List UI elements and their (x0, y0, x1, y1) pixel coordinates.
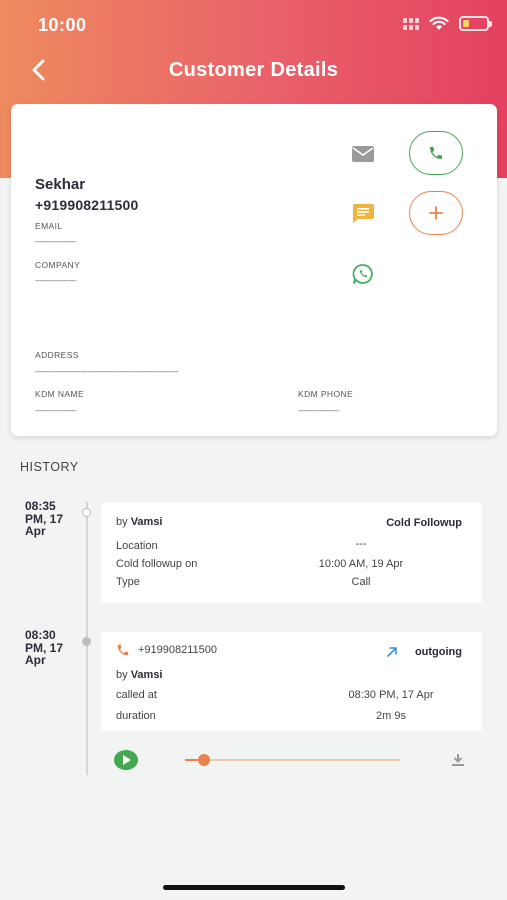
email-button[interactable] (349, 142, 377, 166)
call-direction: outgoing (414, 646, 462, 658)
address-label: ADDRESS (35, 350, 79, 360)
call-recording-player (101, 740, 482, 780)
row-label: Location (116, 540, 158, 552)
history-entry-time: 08:30 PM, 17 Apr (25, 628, 64, 667)
by-name: Vamsi (130, 516, 163, 528)
cellular-signal-icon (403, 18, 419, 30)
row-value: --- (355, 538, 367, 550)
call-button[interactable] (409, 131, 463, 175)
row-value: 08:30 PM, 17 Apr (348, 689, 434, 701)
wifi-icon (429, 16, 449, 31)
by-label: by (116, 516, 128, 528)
history-card-followup[interactable] (101, 503, 482, 603)
status-bar (0, 0, 507, 50)
seek-knob[interactable] (198, 754, 210, 766)
customer-name: Sekhar (35, 176, 86, 193)
customer-phone: +919908211500 (35, 197, 139, 213)
kdm-name-value: ------------------- (35, 406, 77, 415)
timeline-dot (82, 508, 91, 517)
add-button[interactable] (409, 191, 463, 235)
timeline-dot (82, 637, 91, 646)
kdm-phone-value: ------------------- (298, 406, 340, 415)
whatsapp-button[interactable] (349, 261, 377, 287)
battery-icon (459, 16, 489, 31)
seek-track[interactable] (185, 759, 400, 761)
whatsapp-icon (352, 263, 374, 285)
company-label: COMPANY (35, 260, 81, 270)
kdm-phone-label: KDM PHONE (298, 389, 354, 399)
nav-bar (0, 50, 507, 92)
page-title: Customer Details (168, 59, 339, 81)
company-value: ------------------- (35, 276, 77, 285)
status-icons (403, 16, 489, 31)
download-icon (452, 753, 464, 767)
by-name: Vamsi (130, 669, 163, 681)
row-label: Type (116, 576, 140, 588)
by-label: by (116, 669, 128, 681)
email-label: EMAIL (35, 221, 63, 231)
home-indicator (163, 885, 345, 890)
row-label: duration (116, 710, 156, 722)
download-button[interactable] (448, 750, 468, 770)
row-label: called at (116, 689, 157, 701)
status-time: 10:00 (38, 15, 87, 35)
kdm-name-label: KDM NAME (35, 389, 85, 399)
arrow-up-right-icon (386, 646, 398, 658)
play-button[interactable] (114, 750, 138, 770)
phone-icon (116, 643, 130, 657)
call-phone-number: +919908211500 (138, 644, 218, 656)
plus-icon (429, 206, 443, 220)
address-value: ------------------------------------------------------------------ (35, 367, 178, 376)
message-icon (352, 204, 374, 224)
customer-card (11, 104, 497, 436)
row-value: Call (351, 576, 371, 588)
history-card-call[interactable] (101, 632, 482, 731)
email-value: ------------------- (35, 237, 77, 246)
row-value: 2m 9s (376, 710, 406, 722)
history-title: HISTORY (20, 460, 79, 474)
play-icon (122, 755, 131, 765)
mail-icon (352, 146, 374, 162)
followup-status: Cold Followup (386, 517, 462, 529)
row-value: 10:00 AM, 19 Apr (318, 558, 404, 570)
row-label: Cold followup on (116, 558, 198, 570)
sms-button[interactable] (349, 202, 377, 226)
history-entry-time: 08:35 PM, 17 Apr (25, 499, 64, 538)
phone-icon (428, 145, 444, 161)
